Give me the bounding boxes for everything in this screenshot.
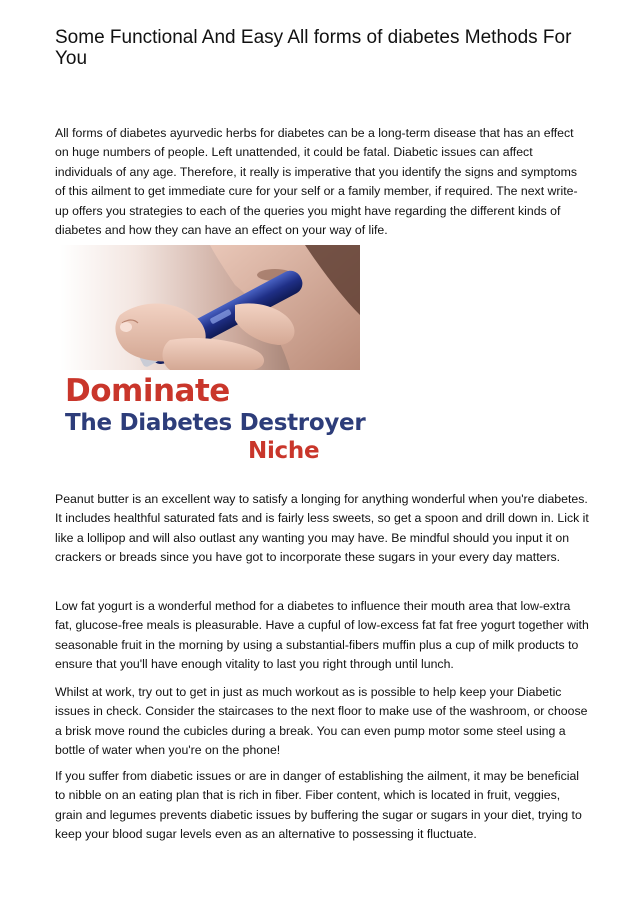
logo-line-diabetes-destroyer: The Diabetes Destroyer [65,410,366,436]
page-title: Some Functional And Easy All forms of diabetes Methods For You [55,27,572,69]
article-figure [60,245,366,465]
paragraph-peanut-butter: Peanut butter is an excellent way to satisfy a longing for anything wonderful when you're diabetes. It includes healthful saturated fats and is fairly less sweets, so get a spoon and drill down in. Lick it like a lollipop and will also outlast any wanting you may have. Be mindful should you input it on crackers or breads since you have got to incorporate these sugars in your every day matters. [55,492,589,565]
paragraph-work-exercise: Whilst at work, try out to get in just as much workout as is possible to help keep your Diabetic issues in check. Consider the staircases to the next floor to make use of the washroom, or choose a brisk move round the cubicles during a break. You can even pump motor some steel using a bottle of water when you're on the phone! [55,685,588,758]
logo-line-dominate: Dominate [65,373,230,409]
paragraph-yogurt: Low fat yogurt is a wonderful method for a diabetes to influence their mouth area that low-extra fat, glucose-free meals is pleasurable. Have a cupful of low-excess fat fat free yogurt together with seasonable fruit in the morning by using a substantial-fibers muffin plus a cup of milk products to ensure that you'll have enough vitality to last you right through until lunch. [55,599,589,672]
logo-line-niche: Niche [248,438,320,464]
paragraph-intro: All forms of diabetes ayurvedic herbs for diabetes can be a long-term disease that has an effect on huge numbers of people. Left unattended, it could be fatal. Diabetic issues can affect individuals of any age. Therefore, it really is imperative that you identify the signs and symptoms of this ailment to get immediate cure for your self or a family member, if required. The next write-up offers you strategies to each of the queries you might have regarding the different kinds of diabetes and how they can have an effect on your way of life. [55,126,578,238]
finger-glucose-test-photo [60,245,360,370]
photo-illustration [60,245,360,370]
paragraph-fiber: If you suffer from diabetic issues or are in danger of establishing the ailment, it may be beneficial to nibble on an eating plan that is rich in fiber. Fiber content, which is located in fruit, veggies, grain and legumes prevents diabetic issues by buffering the sugar or sugars in your diet, trying to keep your blood sugar levels even as an alternative to possessing it fluctuate. [55,769,582,842]
